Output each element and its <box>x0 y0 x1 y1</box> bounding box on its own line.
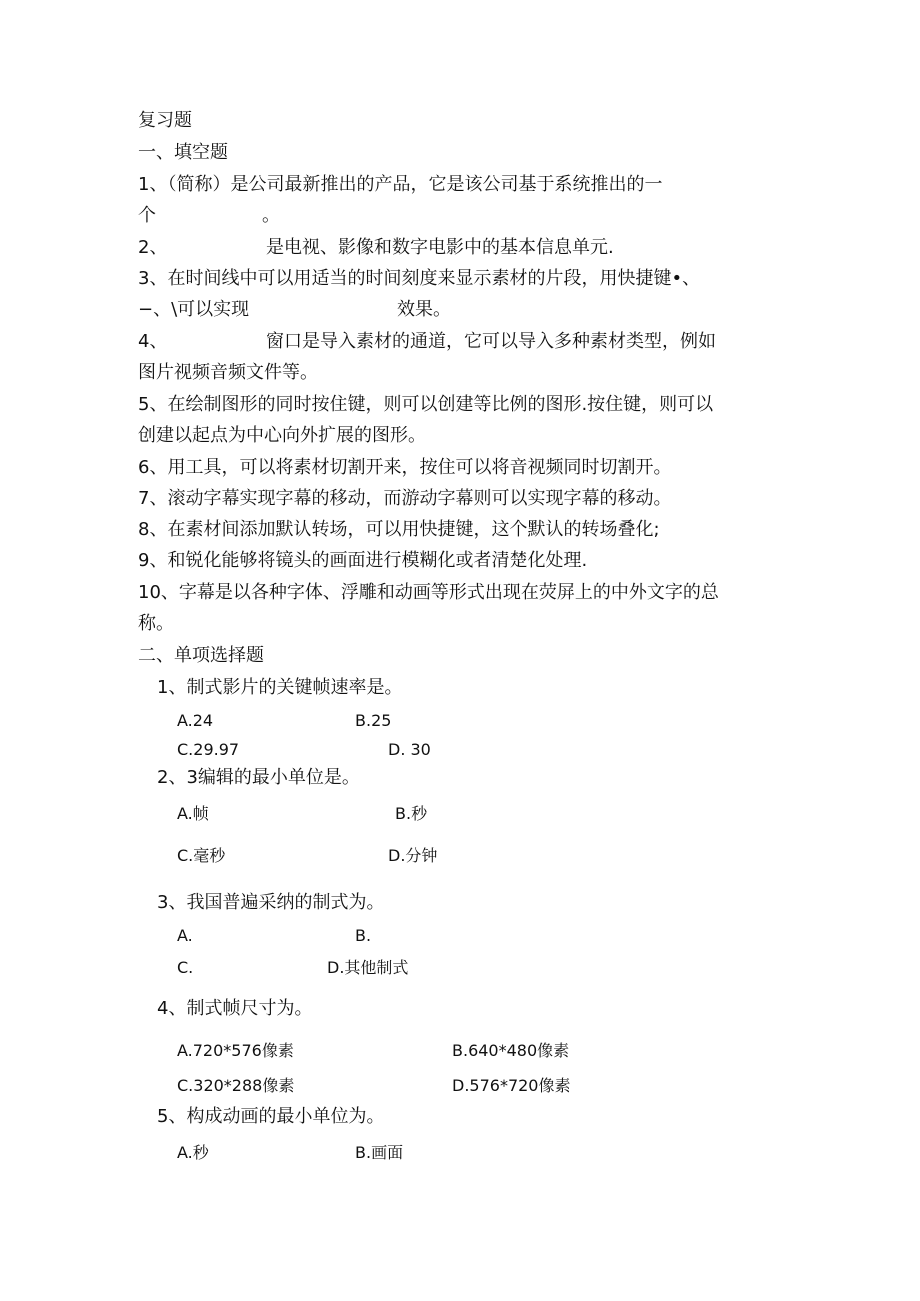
choice-question-1: 1、制式影片的关键帧速率是。 <box>157 677 403 698</box>
choice-question-1-option-b: B.25 <box>355 711 392 730</box>
fill-question-4-text: 窗口是导入素材的通道，它可以导入多种素材类型，例如 <box>266 331 716 352</box>
fill-question-10-line-2: 称。 <box>138 613 174 634</box>
choice-question-4-option-a: A.720*576像素 <box>177 1041 294 1060</box>
choice-question-3-option-b: B. <box>355 926 372 945</box>
choice-question-3-option-c: C. <box>177 958 194 977</box>
fill-question-5-line-2: 创建以起点为中心向外扩展的图形。 <box>138 425 426 446</box>
choice-question-4: 4、制式帧尺寸为。 <box>157 998 313 1019</box>
choice-question-2-option-d: D.分钟 <box>388 846 438 865</box>
fill-question-7: 7、滚动字幕实现字幕的移动，而游动字幕则可以实现字幕的移动。 <box>138 488 672 509</box>
choice-question-3-option-d: D.其他制式 <box>327 958 409 977</box>
choice-question-1-option-d: D. 30 <box>388 740 431 759</box>
choice-question-2-option-b: B.秒 <box>395 804 428 823</box>
fill-question-4-line-2: 图片视频音频文件等。 <box>138 362 318 383</box>
choice-question-1-option-c: C.29.97 <box>177 740 240 759</box>
fill-question-10-line-1: 10、字幕是以各种字体、浮雕和动画等形式出现在荧屏上的中外文字的总 <box>138 582 719 603</box>
choice-question-2-option-a: A.帧 <box>177 804 209 823</box>
fill-question-4-number: 4、 <box>138 331 168 352</box>
fill-question-6: 6、用工具，可以将素材切割开来，按住可以将音视频同时切割开。 <box>138 457 672 478</box>
document-title: 复习题 <box>138 110 192 131</box>
fill-question-8: 8、在素材间添加默认转场，可以用快捷键，这个默认的转场叠化; <box>138 519 660 540</box>
choice-question-2: 2、3编辑的最小单位是。 <box>157 767 360 788</box>
choice-question-4-option-d: D.576*720像素 <box>452 1076 571 1095</box>
choice-question-3: 3、我国普遍采纳的制式为。 <box>157 892 385 913</box>
section-heading-single-choice: 二、单项选择题 <box>138 645 264 666</box>
fill-question-3-line-1: 3、在时间线中可以用适当的时间刻度来显示素材的片段，用快捷键•、 <box>138 268 701 289</box>
choice-question-3-option-a: A. <box>177 926 193 945</box>
fill-question-3-line-2-start: −、\可以实现 <box>138 299 250 320</box>
choice-question-4-option-c: C.320*288像素 <box>177 1076 295 1095</box>
fill-question-3-line-2-end: 效果。 <box>397 299 451 320</box>
fill-question-1-line-2-end: 。 <box>262 205 280 226</box>
fill-question-9: 9、和锐化能够将镜头的画面进行模糊化或者清楚化处理. <box>138 550 588 571</box>
section-heading-fill-blank: 一、填空题 <box>138 142 228 163</box>
choice-question-2-option-c: C.毫秒 <box>177 846 226 865</box>
fill-question-2-text: 是电视、影像和数字电影中的基本信息单元. <box>266 237 614 258</box>
choice-question-5-option-a: A.秒 <box>177 1143 209 1162</box>
choice-question-1-option-a: A.24 <box>177 711 214 730</box>
choice-question-5: 5、构成动画的最小单位为。 <box>157 1106 385 1127</box>
fill-question-2-number: 2、 <box>138 237 168 258</box>
fill-question-1-line-2-start: 个 <box>138 205 156 226</box>
fill-question-1-line-1: 1、（简称）是公司最新推出的产品，它是该公司基于系统推出的一 <box>138 174 663 195</box>
fill-question-5-line-1: 5、在绘制图形的同时按住键，则可以创建等比例的图形.按住键，则可以 <box>138 394 714 415</box>
choice-question-5-option-b: B.画面 <box>355 1143 404 1162</box>
choice-question-4-option-b: B.640*480像素 <box>452 1041 570 1060</box>
